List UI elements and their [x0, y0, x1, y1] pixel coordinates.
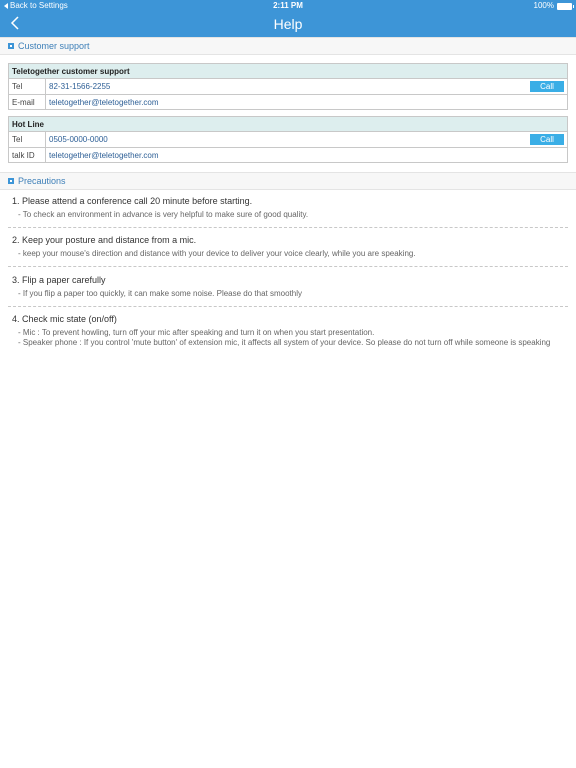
status-bar — [0, 0, 576, 12]
tel-value: 82-31-1566-2255 — [49, 82, 111, 91]
battery-icon — [557, 3, 572, 10]
email-label: E-mail — [9, 95, 46, 109]
customer-support-heading — [0, 37, 576, 55]
precaution-title: 4. Check mic state (on/off) — [12, 314, 117, 324]
battery-status — [534, 0, 572, 12]
precaution-item — [12, 274, 568, 299]
precaution-desc: - If you flip a paper too quickly, it can make some noise. Please do that smoothly — [18, 289, 302, 298]
status-time: 2:11 PM — [273, 1, 303, 10]
page-title: Help — [273, 16, 303, 32]
tel-label: Tel — [9, 79, 46, 94]
battery-percent: 100% — [533, 1, 554, 10]
call-button[interactable]: Call — [530, 81, 564, 92]
top-bar — [0, 0, 576, 37]
precaution-title: 2. Keep your posture and distance from a mic. — [12, 235, 197, 245]
precaution-item — [12, 234, 568, 259]
precaution-desc: - To check an environment in advance is very helpful to make sure of good quality. — [18, 210, 309, 219]
precaution-item — [12, 195, 568, 220]
precaution-desc: - keep your mouse's direction and distance with your device to deliver your voice clearly, while you are speaking. — [18, 249, 416, 258]
precautions-heading-label: Precautions — [18, 176, 66, 186]
call-button[interactable]: Call — [530, 134, 564, 145]
section-bullet-icon — [8, 178, 14, 184]
card-title: Hot Line — [9, 117, 567, 132]
teletogether-support-card — [8, 63, 568, 110]
tel-row — [9, 132, 567, 147]
precautions-heading — [0, 172, 576, 190]
precaution-item — [12, 313, 568, 348]
precaution-desc: - Mic : To prevent howling, turn off your mic after speaking and turn it on when you start presentation. — [18, 328, 375, 337]
divider — [8, 227, 568, 228]
tel-row — [9, 79, 567, 94]
tel-value: 0505-0000-0000 — [49, 135, 108, 144]
precaution-title: 3. Flip a paper carefully — [12, 275, 106, 285]
precaution-title: 1. Please attend a conference call 20 minute before starting. — [12, 196, 253, 206]
section-bullet-icon — [8, 43, 14, 49]
hot-line-card — [8, 116, 568, 163]
talk-id-label: talk ID — [9, 148, 46, 162]
card-title: Teletogether customer support — [9, 64, 567, 79]
divider — [8, 266, 568, 267]
back-to-settings-label: Back to Settings — [10, 1, 68, 10]
precaution-desc: - Speaker phone : If you control 'mute button' of extension mic, it affects all system of your device. So please do not turn off while someone is speaking — [18, 338, 551, 347]
divider — [8, 306, 568, 307]
customer-support-heading-label: Customer support — [18, 41, 90, 51]
talk-id-row — [9, 147, 567, 162]
email-value: teletogether@teletogether.com — [49, 98, 159, 107]
talk-id-value: teletogether@teletogether.com — [49, 151, 159, 160]
email-row — [9, 94, 567, 109]
tel-label: Tel — [9, 132, 46, 147]
